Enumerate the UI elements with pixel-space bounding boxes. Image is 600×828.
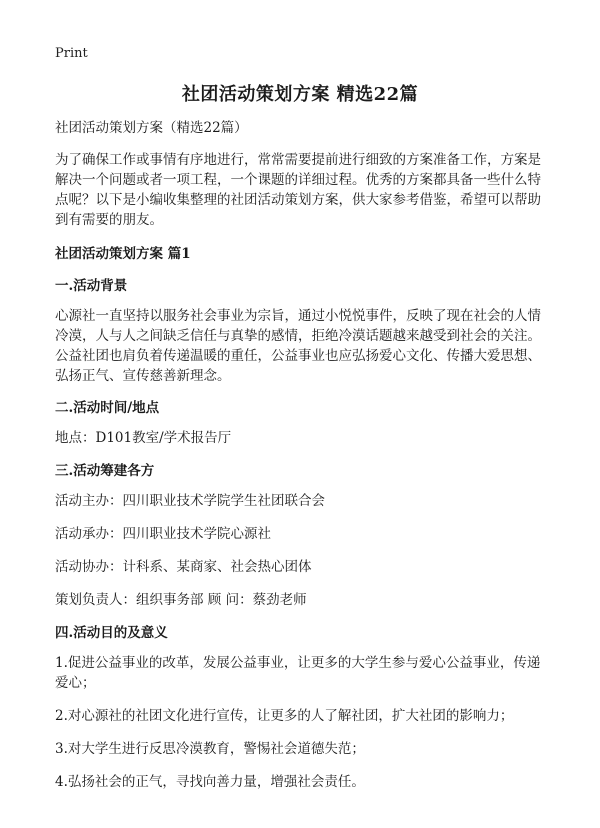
organizer-line: 活动主办：四川职业技术学院学生社团联合会 (55, 493, 325, 509)
location-line: 地点：D101教室/学术报告厅 (55, 430, 232, 446)
section-heading-purpose: 四.活动目的及意义 (55, 625, 168, 641)
purpose-item: 2.对心源社的社团文化进行宣传，让更多的人了解社团，扩大社团的影响力； (55, 708, 514, 724)
document-subtitle: 社团活动策划方案（精选22篇） (55, 120, 248, 136)
page-title: 社团活动策划方案 精选22篇 (181, 84, 419, 105)
background-paragraph: 心源社一直坚持以服务社会事业为宗旨，通过小悦悦事件，反映了现在社会的人情冷漠，人与人之间缺乏信任与真挚的感情，拒绝冷漠话题越来越受到社会的关注。公益社团也肩负着传递温暖的重任，公益事业也应弘扬爱心文化、传播大爱思想、弘扬正气、宣传慈善新理念。 (55, 308, 541, 384)
document-body (55, 118, 550, 805)
article-heading: 社团活动策划方案 篇1 (55, 246, 191, 262)
section-heading-background: 一.活动背景 (55, 278, 128, 294)
section-heading-organizers: 三.活动筹建各方 (55, 463, 155, 479)
print-link[interactable]: Print (55, 46, 88, 61)
organizer-line: 活动协办：计科系、某商家、社会热心团体 (55, 559, 312, 575)
intro-paragraph: 为了确保工作或事情有序地进行，常常需要提前进行细致的方案准备工作，方案是解决一个问题或者一项工程，一个课题的详细过程。优秀的方案都具备一些什么特点呢？以下是小编收集整理的社团活动策划方案，供大家参考借鉴，希望可以帮助到有需要的朋友。 (55, 152, 541, 228)
section-heading-time-place: 二.活动时间/地点 (55, 400, 160, 416)
organizer-line: 活动承办：四川职业技术学院心源社 (55, 526, 271, 542)
purpose-item: 1.促进公益事业的改革，发展公益事业，让更多的大学生参与爱心公益事业，传递爱心； (55, 655, 541, 691)
purpose-item: 4.弘扬社会的正气，寻找向善力量，增强社会责任。 (55, 774, 365, 790)
purpose-item: 3.对大学生进行反思冷漠教育，警惕社会道德失范； (55, 741, 365, 757)
organizer-line: 策划负责人：组织事务部 顾 问：蔡劲老师 (55, 592, 307, 608)
